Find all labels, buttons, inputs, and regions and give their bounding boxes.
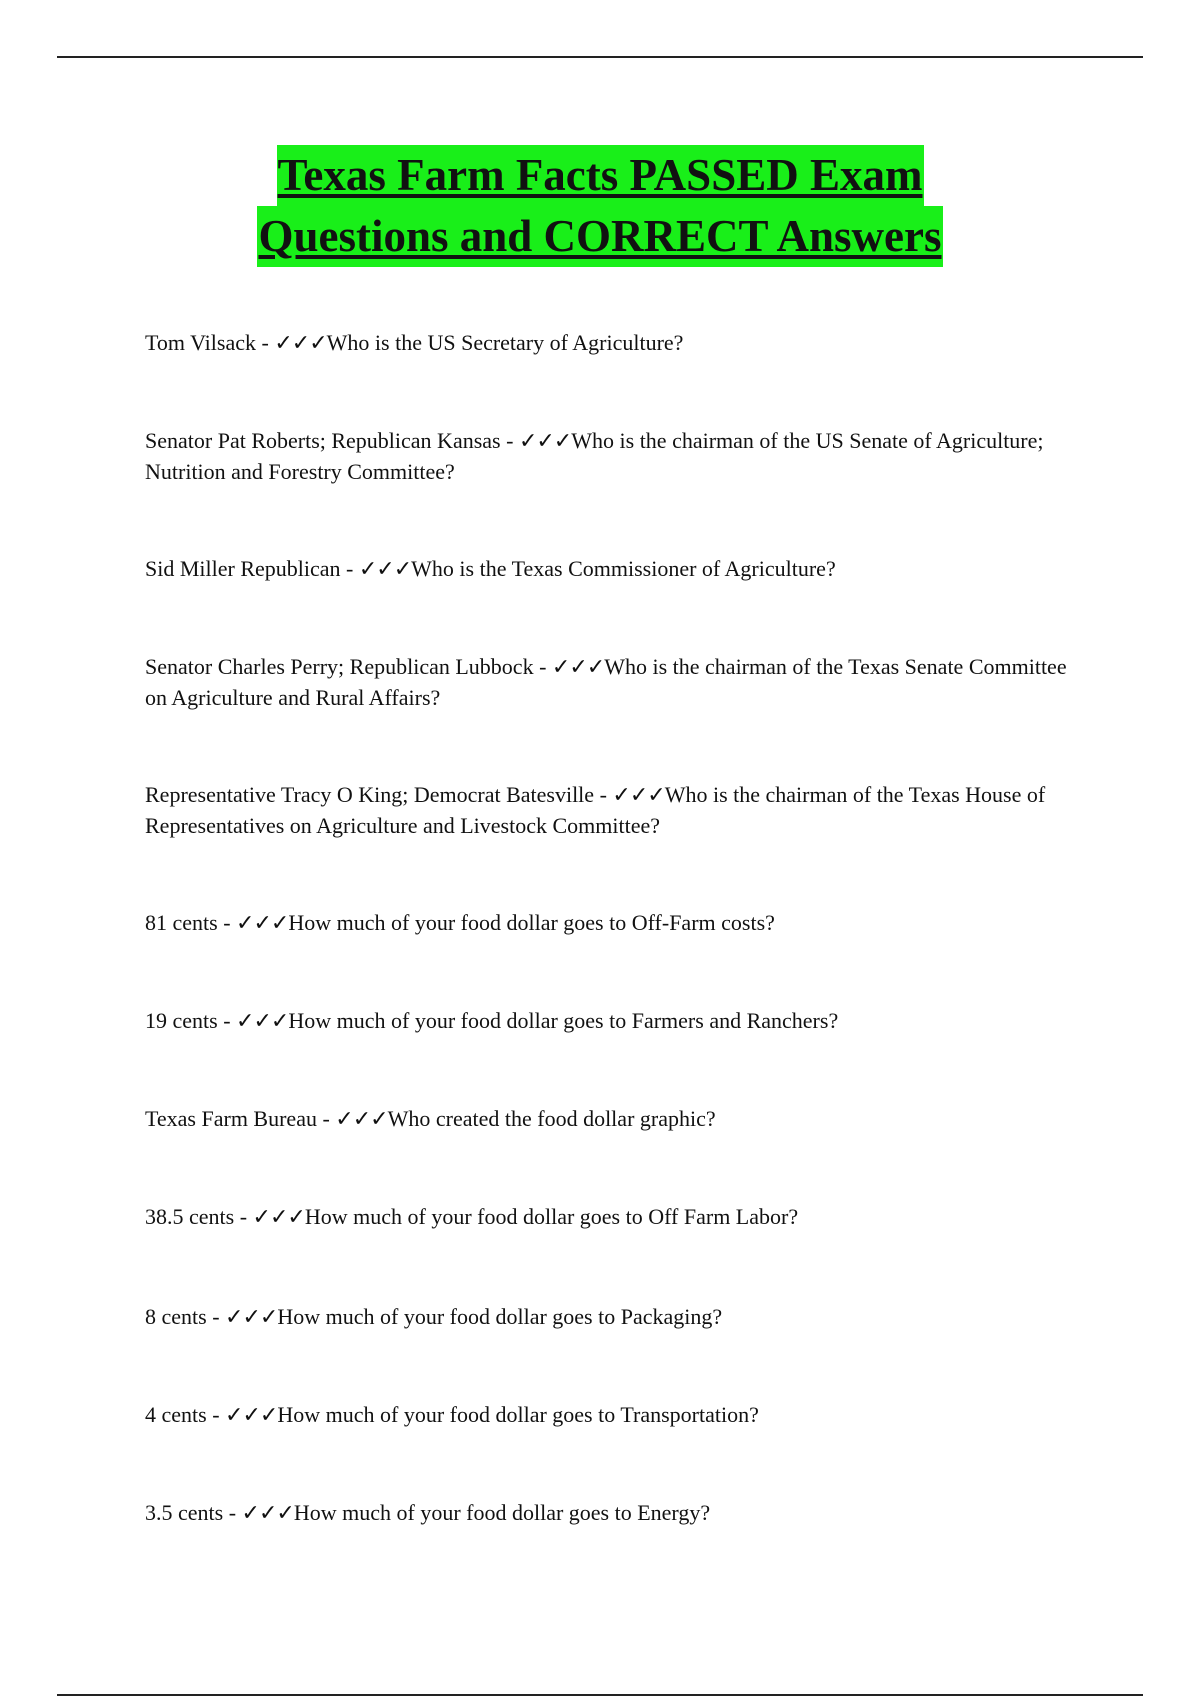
check-mark-icon: ✓✓✓ [225,1305,278,1330]
qa-item [145,554,1075,585]
qa-question: Who is the US Secretary of Agriculture? [326,330,684,355]
qa-answer: Senator Charles Perry; Republican Lubbock [145,654,534,679]
title-line-1: Texas Farm Facts PASSED Exam [277,145,924,206]
qa-item [145,426,1075,487]
qa-separator: - [206,1402,226,1427]
check-mark-icon: ✓✓✓ [236,1009,289,1034]
qa-separator: - [500,428,519,453]
qa-answer: Senator Pat Roberts; Republican Kansas [145,428,501,453]
qa-separator: - [206,1304,226,1329]
qa-question: Who is the chairman of the Texas House of Representatives on Agriculture and Livestock Committee? [145,782,1046,838]
check-mark-icon: ✓✓✓ [551,655,605,680]
qa-item [145,1006,1075,1037]
qa-answer: 38.5 cents [145,1204,235,1229]
qa-answer: Representative Tracy O King; Democrat Batesville [145,782,595,807]
qa-question: How much of your food dollar goes to Off-Farm costs? [288,910,775,935]
qa-answer: 4 cents [145,1402,207,1427]
qa-answer: Sid Miller Republican [145,556,341,581]
check-mark-icon: ✓✓✓ [241,1501,294,1526]
qa-separator: - [217,1008,237,1033]
qa-item [145,1202,1075,1233]
qa-question: How much of your food dollar goes to Off Farm Labor? [304,1204,799,1229]
qa-item [145,780,1075,841]
qa-separator: - [256,330,275,355]
qa-item [145,1302,1075,1333]
check-mark-icon: ✓✓✓ [518,429,572,454]
qa-question: How much of your food dollar goes to Energy? [293,1500,711,1525]
qa-separator: - [223,1500,242,1525]
check-mark-icon: ✓✓✓ [225,1403,278,1428]
qa-separator: - [533,654,552,679]
check-mark-icon: ✓✓✓ [236,911,289,936]
qa-separator: - [340,556,359,581]
qa-question: Who is the chairman of the US Senate of Agriculture; Nutrition and Forestry Committee? [145,428,1044,484]
qa-item [145,1400,1075,1431]
qa-separator: - [217,910,237,935]
qa-question: How much of your food dollar goes to Farmers and Ranchers? [288,1008,839,1033]
bottom-rule [57,1694,1143,1696]
qa-answer: 19 cents [145,1008,218,1033]
check-mark-icon: ✓✓✓ [274,331,327,356]
qa-separator: - [234,1204,253,1229]
qa-answer: 81 cents [145,910,218,935]
qa-item [145,908,1075,939]
qa-list [145,328,1075,1529]
qa-item [145,652,1075,713]
qa-question: How much of your food dollar goes to Transportation? [277,1402,759,1427]
top-rule [57,56,1143,58]
title-line-2: Questions and CORRECT Answers [257,206,942,267]
check-mark-icon: ✓✓✓ [252,1205,305,1230]
qa-item [145,1104,1075,1135]
qa-answer: Tom Vilsack [145,330,256,355]
check-mark-icon: ✓✓✓ [358,557,412,582]
qa-answer: 8 cents [145,1304,207,1329]
qa-answer: 3.5 cents [145,1500,224,1525]
qa-separator: - [594,782,613,807]
qa-question: Who is the chairman of the Texas Senate Committee on Agriculture and Rural Affairs? [145,654,1067,710]
qa-item [145,1498,1075,1529]
qa-item [145,328,1075,359]
qa-question: Who is the Texas Commissioner of Agriculture? [411,556,836,581]
check-mark-icon: ✓✓✓ [335,1107,388,1132]
qa-question: Who created the food dollar graphic? [387,1106,716,1131]
qa-question: How much of your food dollar goes to Packaging? [277,1304,723,1329]
check-mark-icon: ✓✓✓ [612,783,665,808]
qa-separator: - [316,1106,336,1131]
document-title [0,145,1200,267]
qa-answer: Texas Farm Bureau [145,1106,317,1131]
